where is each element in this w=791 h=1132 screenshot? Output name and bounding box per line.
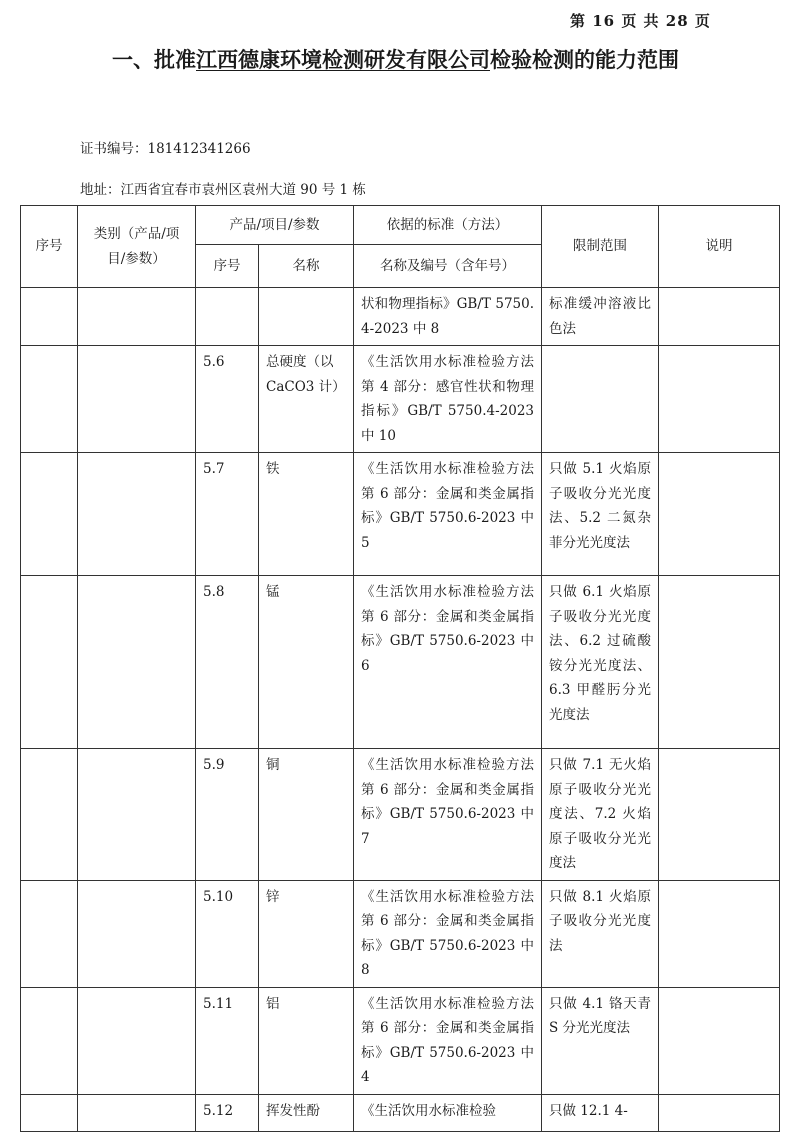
scope-table <box>20 205 780 1132</box>
header-name: 名称 <box>259 245 354 288</box>
table-row <box>21 576 780 749</box>
item-standard: 状和物理指标》GB/T 5750.4-2023 中 8 <box>354 288 542 346</box>
title-suffix: 检验检测的能力范围 <box>490 48 679 72</box>
header-seq: 序号 <box>21 206 78 288</box>
header-category: 类别（产品/项目/参数） <box>78 206 196 288</box>
item-name: 总硬度（以CaCO3 计） <box>259 346 354 453</box>
company-name: 江西德康环境检测研发有限公司 <box>196 48 490 72</box>
item-limit: 只做 6.1 火焰原子吸收分光光度法、6.2 过硫酸铵分光光度法、6.3 甲醛肟分光光度法 <box>542 576 659 749</box>
header-standard-sub: 名称及编号（含年号） <box>354 245 542 288</box>
table-row <box>21 749 780 881</box>
header-limit: 限制范围 <box>542 206 659 288</box>
item-limit: 只做 5.1 火焰原子吸收分光光度法、5.2 二氮杂菲分光光度法 <box>542 453 659 576</box>
item-name: 锰 <box>259 576 354 749</box>
item-no: 5.7 <box>196 453 259 576</box>
item-no: 5.9 <box>196 749 259 881</box>
item-no: 5.11 <box>196 987 259 1094</box>
item-standard: 《生活饮用水标准检验方法 第 4 部分：感官性状和物理指标》GB/T 5750.4-2023 中 10 <box>354 346 542 453</box>
item-limit: 标准缓冲溶液比色法 <box>542 288 659 346</box>
item-limit <box>542 346 659 453</box>
header-sub-seq: 序号 <box>196 245 259 288</box>
item-name <box>259 288 354 346</box>
item-limit: 只做 7.1 无火焰原子吸收分光光度法、7.2 火焰原子吸收分光光度法 <box>542 749 659 881</box>
item-limit: 只做 8.1 火焰原子吸收分光光度法 <box>542 880 659 987</box>
table-row <box>21 288 780 346</box>
item-standard: 《生活饮用水标准检验 <box>354 1094 542 1131</box>
item-standard: 《生活饮用水标准检验方法 第 6 部分：金属和类金属指标》GB/T 5750.6-2023 中 4 <box>354 987 542 1094</box>
title-prefix: 一、批准 <box>112 48 196 72</box>
header-standard: 依据的标准（方法） <box>354 206 542 245</box>
header-note: 说明 <box>659 206 780 288</box>
item-standard: 《生活饮用水标准检验方法 第 6 部分：金属和类金属指标》GB/T 5750.6-2023 中 6 <box>354 576 542 749</box>
item-standard: 《生活饮用水标准检验方法 第 6 部分：金属和类金属指标》GB/T 5750.6-2023 中 7 <box>354 749 542 881</box>
item-no: 5.12 <box>196 1094 259 1131</box>
table-row <box>21 453 780 576</box>
table-row <box>21 1094 780 1131</box>
header-product: 产品/项目/参数 <box>196 206 354 245</box>
item-name: 铜 <box>259 749 354 881</box>
item-no <box>196 288 259 346</box>
item-name: 铁 <box>259 453 354 576</box>
table-row <box>21 346 780 453</box>
table-row <box>21 880 780 987</box>
item-name: 铝 <box>259 987 354 1094</box>
item-limit: 只做 12.1 4- <box>542 1094 659 1131</box>
certificate-number: 证书编号：181412341266 <box>80 141 251 157</box>
page-number: 第 16 页 共 28 页 <box>570 12 711 30</box>
page-title <box>0 44 791 74</box>
item-standard: 《生活饮用水标准检验方法 第 6 部分：金属和类金属指标》GB/T 5750.6-2023 中 8 <box>354 880 542 987</box>
item-name: 挥发性酚 <box>259 1094 354 1131</box>
item-no: 5.10 <box>196 880 259 987</box>
item-no: 5.6 <box>196 346 259 453</box>
address: 地址：江西省宜春市袁州区袁州大道 90 号 1 栋 <box>80 182 366 198</box>
item-name: 锌 <box>259 880 354 987</box>
item-no: 5.8 <box>196 576 259 749</box>
table-row <box>21 987 780 1094</box>
item-limit: 只做 4.1 铬天青 S 分光光度法 <box>542 987 659 1094</box>
item-standard: 《生活饮用水标准检验方法 第 6 部分：金属和类金属指标》GB/T 5750.6-2023 中 5 <box>354 453 542 576</box>
